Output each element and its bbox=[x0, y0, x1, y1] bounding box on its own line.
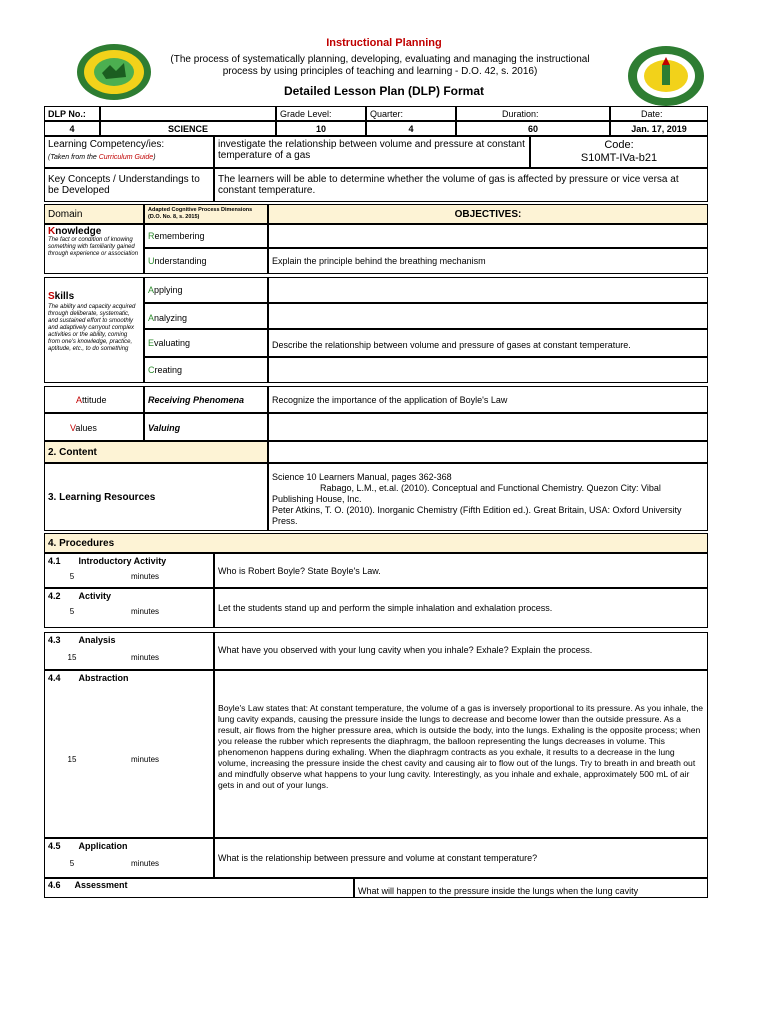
resource-line: Peter Atkins, T. O. (2010). Inorganic Chemistry (Fifth Edition ed.). Great Britain, USA: Oxford University Press. bbox=[272, 505, 682, 526]
values-level: Valuing bbox=[144, 413, 268, 441]
analyzing-level: Analyzing bbox=[144, 303, 268, 329]
procedure-text: What have you observed with your lung cavity when you inhale? Exhale? Explain the process. bbox=[214, 632, 708, 670]
procedure-text: Who is Robert Boyle? State Boyle's Law. bbox=[214, 553, 708, 588]
domain-header: Domain bbox=[44, 204, 144, 224]
creating-objective bbox=[268, 357, 708, 383]
code-label: Code: bbox=[604, 139, 634, 151]
remembering-level: Remembering bbox=[144, 224, 268, 248]
understanding-level: Understanding bbox=[144, 248, 268, 274]
competency-label-cell bbox=[44, 136, 214, 168]
skills-description: The ability and capacity acquired through deliberate, systematic, and sustained effort to smoothly and adaptively carryout complex activities or the ability, coming from one's knowledge, practice, aptitude, etc., to do something bbox=[48, 304, 136, 352]
attitude-level: Receiving Phenomena bbox=[144, 386, 268, 413]
date-label: Date: bbox=[610, 106, 708, 121]
cognitive-dimensions-header: Adapted Cognitive Process Dimensions (D.O. No. 8, s. 2015) bbox=[144, 204, 268, 224]
skills-label: Skills bbox=[48, 291, 75, 302]
learning-resources-text bbox=[268, 463, 708, 531]
learning-resources-label: 3. Learning Resources bbox=[44, 463, 268, 531]
procedures-header: 4. Procedures bbox=[44, 533, 708, 553]
procedure-minutes: 5 minutes bbox=[69, 572, 160, 581]
dlp-no-label: DLP No.: bbox=[44, 106, 100, 121]
values-label: Values bbox=[44, 413, 144, 441]
procedure-title: 4.4 Abstraction bbox=[48, 673, 129, 683]
remembering-objective bbox=[268, 224, 708, 248]
procedure-label-cell bbox=[44, 878, 354, 898]
procedure-minutes: 5 minutes bbox=[69, 607, 160, 616]
attitude-objective: Recognize the importance of the application of Boyle's Law bbox=[268, 386, 708, 413]
grade-level-value: 10 bbox=[276, 121, 366, 136]
procedure-label-cell bbox=[44, 838, 214, 878]
knowledge-label: Knowledge bbox=[48, 226, 102, 237]
duration-label: Duration: bbox=[456, 106, 610, 121]
procedure-text: Boyle's Law states that: At constant temperature, the volume of a gas is inversely proportional to its pressure. As you inhale, the lung cavity expands, causing the pressure inside the lungs to decrease and become lower than the outside pressure. As a result, air flows from the higher pressure area, which is outside the body, into the lungs. Exhaling is the opposite process; when you release the rubber which represents the diaphragm, the balloon representing the lungs decreases in volume. This phenomenon happens during exhaling. When the diaphragm contracts as you exhale, it results to a decrease in the lung volume, increasing the pressure inside the chest cavity and causing air to flow out of the lungs. Try to breath in and breath out and mindfully observe what happens to your lung cavity. Interestingly, as you inhale and exhale, approximately 500 mL of air gets in and out of your lungs. bbox=[214, 670, 708, 838]
understanding-objective: Explain the principle behind the breathing mechanism bbox=[268, 248, 708, 274]
resource-line: Science 10 Learners Manual, pages 362-368 bbox=[272, 472, 452, 482]
procedure-text: Let the students stand up and perform the simple inhalation and exhalation process. bbox=[214, 588, 708, 628]
procedure-title: 4.1 Introductory Activity bbox=[48, 556, 167, 566]
evaluating-level: Evaluating bbox=[144, 329, 268, 357]
content-label: 2. Content bbox=[44, 441, 268, 463]
knowledge-description: The fact or condition of knowing something with familiarity gained through experience or association bbox=[48, 237, 139, 257]
procedure-text: What will happen to the pressure inside the lungs when the lung cavity bbox=[354, 878, 708, 898]
dlp-no-value: 4 bbox=[44, 121, 100, 136]
grade-level-label: Grade Level: bbox=[276, 106, 366, 121]
attitude-label: Attitude bbox=[44, 386, 144, 413]
procedure-title: 4.3 Analysis bbox=[48, 635, 116, 645]
header-title: Instructional Planning bbox=[326, 37, 442, 49]
procedure-label-cell bbox=[44, 553, 214, 588]
values-objective bbox=[268, 413, 708, 441]
competency-text: investigate the relationship between volume and pressure at constant temperature of a gas bbox=[214, 136, 530, 168]
quarter-value: 4 bbox=[366, 121, 456, 136]
procedure-minutes: 15 minutes bbox=[67, 653, 160, 662]
analyzing-objective bbox=[268, 303, 708, 329]
procedure-label-cell bbox=[44, 670, 214, 838]
key-concepts-text: The learners will be able to determine whether the volume of gas is affected by pressure or vice versa at constant temperature. bbox=[214, 168, 708, 202]
subject-header-cell bbox=[100, 106, 276, 121]
resource-line: Rabago, L.M., et.al. (2010). Conceptual and Functional Chemistry. Quezon City: Vibal Publishing House, Inc. bbox=[272, 483, 661, 504]
procedure-label-cell bbox=[44, 632, 214, 670]
curriculum-guide-link: Curriculum Guide bbox=[98, 154, 154, 161]
procedure-minutes: 5 minutes bbox=[69, 859, 160, 868]
applying-objective bbox=[268, 277, 708, 303]
subject-value: SCIENCE bbox=[100, 121, 276, 136]
procedure-label-cell bbox=[44, 588, 214, 628]
creating-level: Creating bbox=[144, 357, 268, 383]
content-text bbox=[268, 441, 708, 463]
procedure-text: What is the relationship between pressure and volume at constant temperature? bbox=[214, 838, 708, 878]
evaluating-objective: Describe the relationship between volume and pressure of gases at constant temperature. bbox=[268, 329, 708, 357]
procedure-title: 4.2 Activity bbox=[48, 591, 112, 601]
objectives-header: OBJECTIVES: bbox=[268, 204, 708, 224]
quarter-label: Quarter: bbox=[366, 106, 456, 121]
knowledge-domain-cell bbox=[44, 224, 144, 274]
procedure-title: 4.6 Assessment bbox=[48, 880, 128, 890]
duration-value: 60 bbox=[456, 121, 610, 136]
document-header bbox=[0, 0, 768, 105]
applying-level: Applying bbox=[144, 277, 268, 303]
procedure-title: 4.5 Application bbox=[48, 841, 128, 851]
competency-note: (Taken from the Curriculum Guide) bbox=[48, 154, 156, 161]
document-title: Detailed Lesson Plan (DLP) Format bbox=[283, 84, 485, 98]
code-value: S10MT-IVa-b21 bbox=[580, 152, 658, 164]
competency-label: Learning Competency/ies: bbox=[48, 139, 165, 150]
header-subtitle: (The process of systematically planning, developing, evaluating and managing the instructional process by using principles of teaching and learning - D.O. 42, s. 2016) bbox=[170, 54, 590, 77]
procedure-minutes: 15 minutes bbox=[67, 755, 160, 764]
code-cell bbox=[530, 136, 708, 168]
skills-domain-cell bbox=[44, 277, 144, 383]
date-value: Jan. 17, 2019 bbox=[610, 121, 708, 136]
key-concepts-label: Key Concepts / Understandings to be Developed bbox=[44, 168, 214, 202]
